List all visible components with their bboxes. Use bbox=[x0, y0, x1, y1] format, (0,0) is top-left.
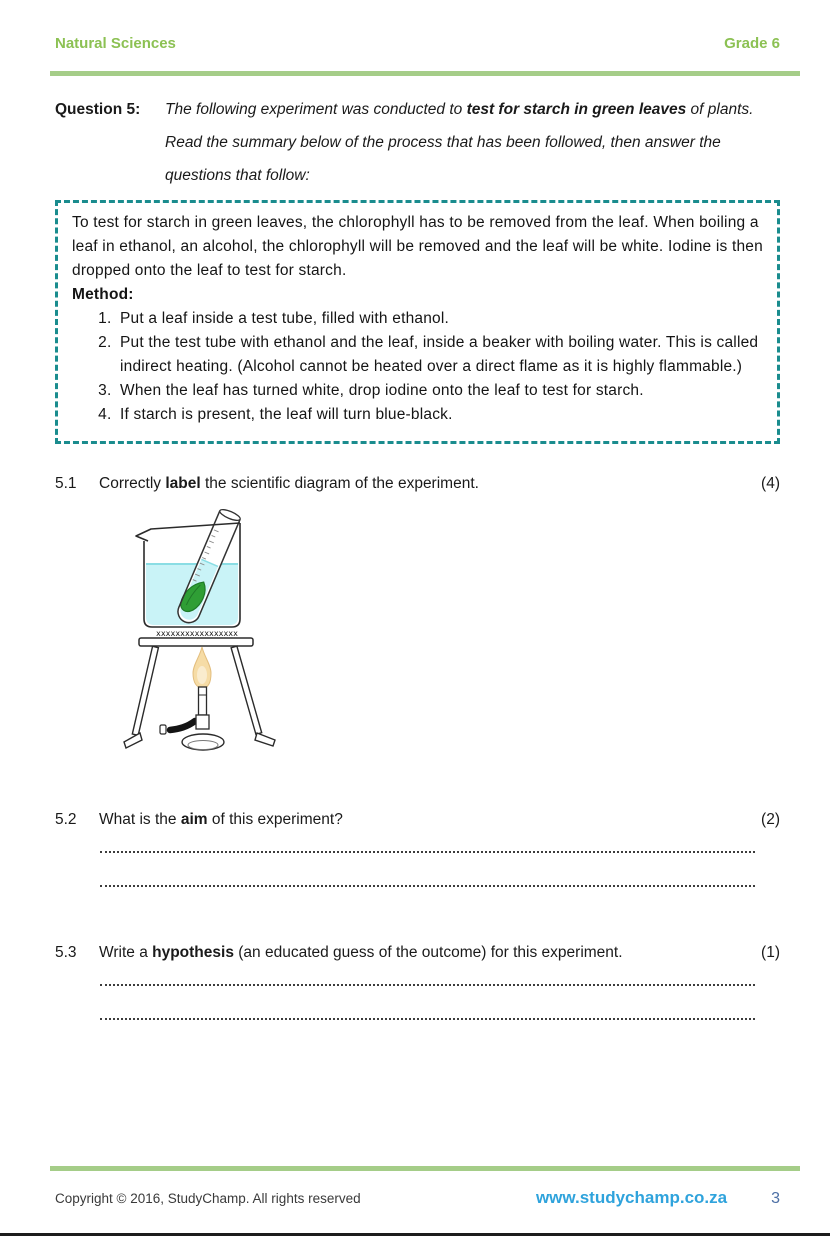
question-text-pre: What is the bbox=[99, 811, 181, 828]
question5-label: Question 5: bbox=[55, 101, 141, 118]
question-text bbox=[99, 473, 761, 495]
method-step: 1. Put a leaf inside a test tube, filled with ethanol. bbox=[116, 307, 763, 331]
question-text-post: the scientific diagram of the experiment. bbox=[200, 475, 479, 492]
method-step: 4. If starch is present, the leaf will turn blue-black. bbox=[116, 403, 763, 427]
header-grade: Grade 6 bbox=[724, 35, 780, 52]
footer-rule bbox=[50, 1166, 800, 1171]
page-footer bbox=[55, 1188, 780, 1208]
question-text-post: of this experiment? bbox=[207, 811, 343, 828]
experiment-summary-box bbox=[55, 200, 780, 444]
header-rule bbox=[50, 71, 800, 76]
answer-line bbox=[100, 851, 755, 853]
question5-intro-pre: The following experiment was conducted to bbox=[165, 101, 467, 118]
flame bbox=[193, 647, 211, 688]
question-text bbox=[99, 809, 761, 831]
header-subject: Natural Sciences bbox=[55, 35, 176, 52]
question5-intro-text bbox=[165, 93, 777, 192]
question-marks: (1) bbox=[761, 944, 780, 961]
bunsen-burner bbox=[160, 687, 224, 750]
wire-gauze: xxxxxxxxxxxxxxxxx bbox=[156, 629, 238, 638]
question5-intro-section bbox=[55, 93, 780, 192]
experiment-diagram bbox=[115, 499, 340, 754]
footer-page-number: 3 bbox=[771, 1190, 780, 1207]
hose-end bbox=[160, 725, 166, 734]
question-marks: (2) bbox=[761, 811, 780, 828]
summary-intro-text: To test for starch in green leaves, the chlorophyll has to be removed from the leaf. When boiling a leaf in ethanol, an alcohol, the chlorophyll will be removed and the leaf will be white. Iodine is then dropped onto the leaf to test for starch. bbox=[72, 214, 763, 279]
question-text bbox=[99, 942, 761, 964]
question5-intro-bold: test for starch in green leaves bbox=[466, 101, 687, 118]
method-step: 2. Put the test tube with ethanol and the leaf, inside a beaker with boiling water. This is called indirect heating. (Alcohol cannot be heated over a direct flame as it is highly flammable.) bbox=[116, 331, 763, 379]
question-text-bold: hypothesis bbox=[152, 944, 234, 961]
question-5-3 bbox=[55, 942, 780, 964]
question-text-post: (an educated guess of the outcome) for this experiment. bbox=[233, 944, 623, 961]
question-number: 5.3 bbox=[55, 944, 77, 961]
footer-website-link[interactable]: www.studychamp.co.za bbox=[535, 1188, 728, 1207]
answer-line bbox=[100, 984, 755, 986]
question-text-pre: Correctly bbox=[99, 475, 166, 492]
footer-copyright: Copyright © 2016, StudyChamp. All rights reserved bbox=[55, 1191, 361, 1206]
question-text-bold: label bbox=[165, 475, 201, 492]
question-marks: (4) bbox=[761, 475, 780, 492]
question-text-pre: Write a bbox=[99, 944, 153, 961]
question-number: 5.1 bbox=[55, 475, 77, 492]
question-text-bold: aim bbox=[180, 811, 208, 828]
method-step: 3. When the leaf has turned white, drop iodine onto the leaf to test for starch. bbox=[116, 379, 763, 403]
question-number: 5.2 bbox=[55, 811, 77, 828]
question-5-1 bbox=[55, 473, 780, 495]
method-heading: Method: bbox=[72, 286, 134, 303]
page-header bbox=[55, 34, 780, 53]
answer-line bbox=[100, 885, 755, 887]
answer-line bbox=[100, 1018, 755, 1020]
method-step-list bbox=[72, 307, 763, 427]
gas-hose bbox=[170, 721, 195, 730]
question-5-2 bbox=[55, 809, 780, 831]
question5-intro-post: of plants. Read the summary below of the process that has been followed, then answer the questions that follow: bbox=[165, 101, 754, 184]
